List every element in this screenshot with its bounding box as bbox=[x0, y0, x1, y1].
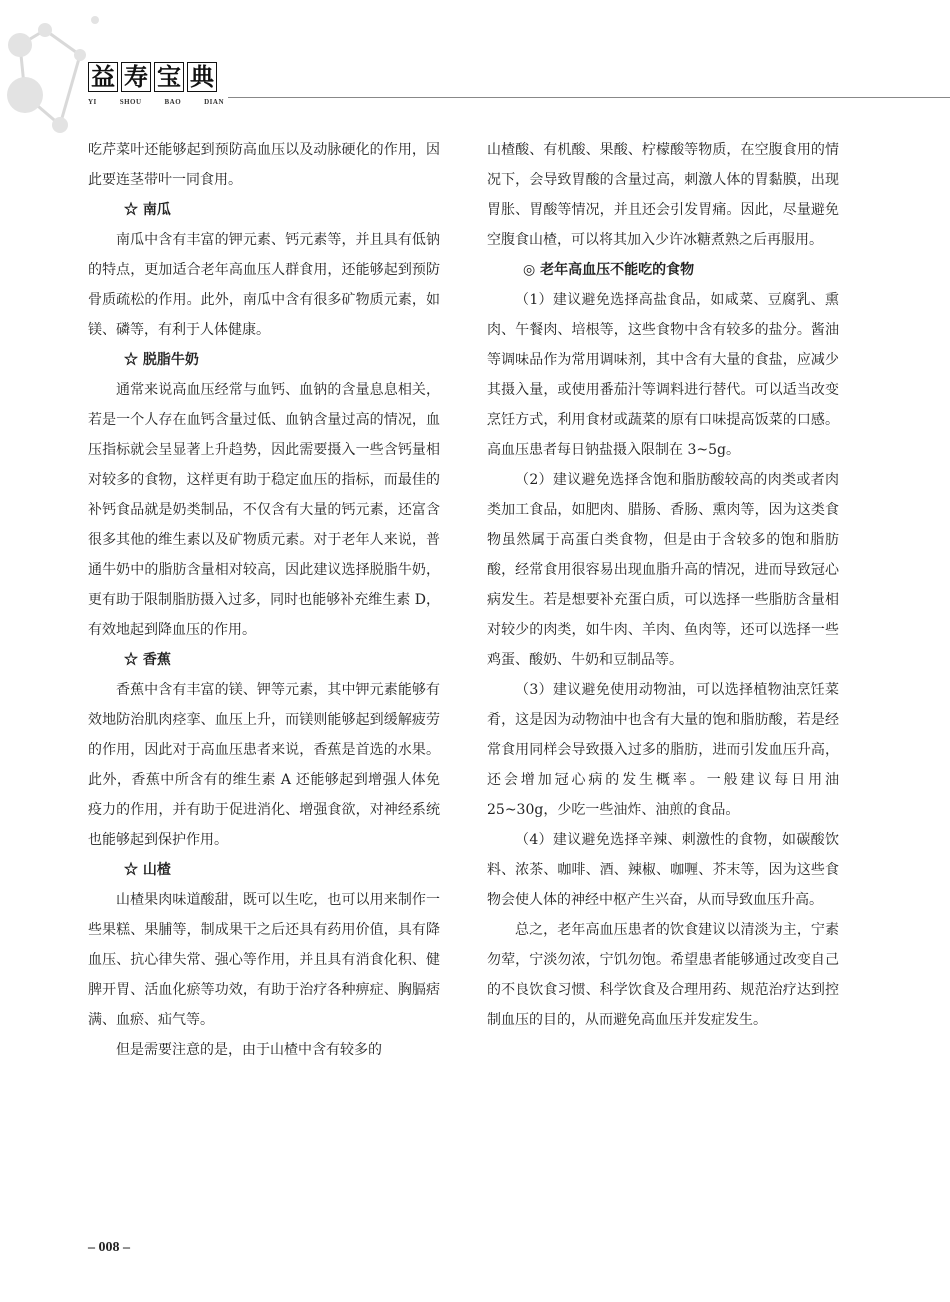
section-heading-foods-to-avoid: ◎ 老年高血压不能吃的食物 bbox=[523, 262, 695, 278]
paragraph: （4）建议避免选择辛辣、刺激性的食物，如碳酸饮料、浓茶、咖啡、酒、辣椒、咖喱、芥末等，因为这些食物会使人体的神经中枢产生兴奋，从而导致血压升高。 bbox=[487, 832, 839, 908]
pinyin-syllable: SHOU bbox=[119, 98, 142, 106]
section-heading-skim-milk: ☆ 脱脂牛奶 bbox=[124, 352, 199, 368]
paragraph: 山楂果肉味道酸甜，既可以生吃，也可以用来制作一些果糕、果脯等，制成果干之后还具有药用价值，具有降血压、抗心律失常、强心等作用，并且具有消食化积、健脾开胃、活血化瘀等功效，有助于治疗各种痹症、胸膈痞满、血瘀、疝气等。 bbox=[88, 892, 440, 1028]
title-char: 寿 bbox=[121, 62, 151, 92]
paragraph: 通常来说高血压经常与血钙、血钠的含量息息相关，若是一个人存在血钙含量过低、血钠含量过高的情况，血压指标就会呈显著上升趋势，因此需要摄入一些含钙量相对较多的食物，这样更有助于稳定血压的指标，而最佳的补钙食品就是奶类制品，不仅含有大量的钙元素，还富含很多其他的维生素以及矿物质元素。对于老年人来说，普通牛奶中的脂肪含量相对较高，因此建议选择脱脂牛奶，更有助于限制脂肪摄入过多，同时也能够补充维生素 D，有效地起到降血压的作用。 bbox=[88, 382, 440, 638]
header-rule bbox=[228, 97, 950, 98]
paragraph: 南瓜中含有丰富的钾元素、钙元素等，并且具有低钠的特点，更加适合老年高血压人群食用，还能够起到预防骨质疏松的作用。此外，南瓜中含有很多矿物质元素，如镁、磷等，有利于人体健康。 bbox=[88, 232, 440, 338]
paragraph: （1）建议避免选择高盐食品，如咸菜、豆腐乳、熏肉、午餐肉、培根等，这些食物中含有较多的盐分。酱油等调味品作为常用调味剂，其中含有大量的食盐，应减少其摄入量，或使用番茄汁等调料进行替代。可以适当改变烹饪方式，利用食材或蔬菜的原有口味提高饭菜的口感。高血压患者每日钠盐摄入限制在 3~5g。 bbox=[487, 292, 839, 458]
paragraph: 香蕉中含有丰富的镁、钾等元素，其中钾元素能够有效地防治肌肉痉挛、血压上升，而镁则能够起到缓解疲劳的作用，因此对于高血压患者来说，香蕉是首选的水果。此外，香蕉中所含有的维生素 A 还能够起到增强人体免疫力的作用，并有助于促进消化、增强食欲，对神经系统也能够起到保护作用。 bbox=[88, 682, 440, 848]
pinyin-syllable: DIAN bbox=[204, 98, 224, 106]
title-char: 典 bbox=[187, 62, 217, 92]
paragraph: 总之，老年高血压患者的饮食建议以清淡为主，宁素勿荤，宁淡勿浓，宁饥勿饱。希望患者能够通过改变自己的不良饮食习惯、科学饮食及合理用药、规范治疗达到控制血压的目的，从而避免高血压并发症发生。 bbox=[487, 922, 839, 1028]
page-number: – 008 – bbox=[88, 1240, 130, 1255]
paragraph: 但是需要注意的是，由于山楂中含有较多的 bbox=[116, 1042, 382, 1058]
title-char: 宝 bbox=[154, 62, 184, 92]
paragraph: （2）建议避免选择含饱和脂肪酸较高的肉类或者肉类加工食品，如肥肉、腊肠、香肠、熏肉等，因为这类食物虽然属于高蛋白类食物，但是由于含较多的饱和脂肪酸，经常食用很容易出现血脂升高的情况，进而导致冠心病发生。若是想要补充蛋白质，可以选择一些脂肪含量相对较少的肉类，如牛肉、羊肉、鱼肉等，还可以选择一些鸡蛋、酸奶、牛奶和豆制品等。 bbox=[487, 472, 839, 668]
section-heading-pumpkin: ☆ 南瓜 bbox=[124, 202, 171, 218]
pinyin-syllable: YI bbox=[88, 98, 97, 106]
book-title bbox=[88, 62, 217, 92]
title-pinyin bbox=[88, 98, 224, 106]
paragraph: 山楂酸、有机酸、果酸、柠檬酸等物质，在空腹食用的情况下，会导致胃酸的含量过高，刺激人体的胃黏膜，出现胃胀、胃酸等情况，并且还会引发胃痛。因此，尽量避免空腹食山楂，可以将其加入少许冰糖煮熟之后再服用。 bbox=[487, 142, 839, 248]
paragraph: （3）建议避免使用动物油，可以选择植物油烹饪菜肴，这是因为动物油中也含有大量的饱和脂肪酸，若是经常食用同样会导致摄入过多的脂肪，进而引发血压升高，还会增加冠心病的发生概率。一般建议每日用油 25~30g，少吃一些油炸、油煎的食品。 bbox=[487, 682, 839, 818]
title-char: 益 bbox=[88, 62, 118, 92]
pinyin-syllable: BAO bbox=[164, 98, 182, 106]
section-heading-hawthorn: ☆ 山楂 bbox=[124, 862, 171, 878]
right-column bbox=[487, 135, 839, 1035]
paragraph: 吃芹菜叶还能够起到预防高血压以及动脉硬化的作用，因此要连茎带叶一同食用。 bbox=[88, 142, 440, 188]
left-column bbox=[88, 135, 440, 1065]
section-heading-banana: ☆ 香蕉 bbox=[124, 652, 171, 668]
